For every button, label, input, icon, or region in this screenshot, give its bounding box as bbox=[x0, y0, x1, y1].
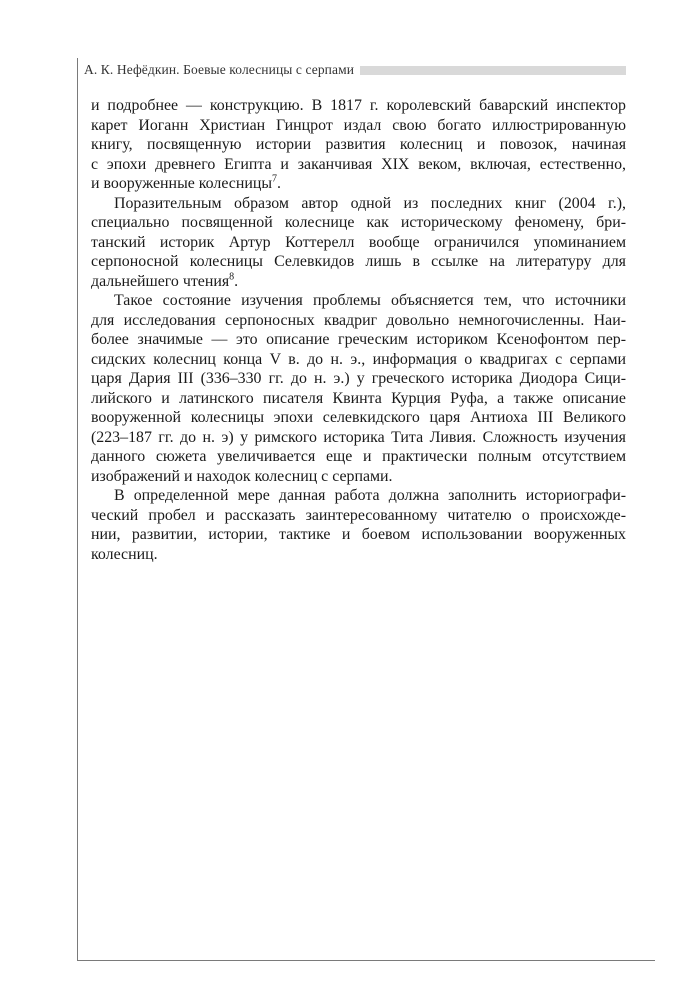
text-line-first: Такое состояние изучения проблемы объясняется тем, что источники bbox=[114, 292, 626, 309]
page-frame-bottom-rule bbox=[77, 960, 655, 961]
text-line: танский историк Артур Коттерелл вообще ограничился упоминанием bbox=[91, 233, 626, 251]
running-head-title: А. К. Нефёдкин. Боевые колесницы с серпами bbox=[84, 62, 355, 77]
text-line-last bbox=[91, 174, 626, 194]
text-line: (223–187 гг. до н. э) у римского историка Тита Ливия. Сложность изучения bbox=[91, 428, 626, 446]
body-text bbox=[91, 96, 626, 564]
text-line: сидских колесниц конца V в. до н. э., информация о квадригах с серпами bbox=[91, 350, 626, 368]
sentence-end: . bbox=[277, 175, 282, 192]
paragraph-2 bbox=[91, 194, 626, 292]
paragraph-3 bbox=[91, 291, 626, 486]
text-line-last bbox=[91, 272, 626, 292]
text-line: ческий пробел и рассказать заинтересованному читателю о происхожде- bbox=[91, 506, 626, 524]
footnote-ref-7[interactable]: 7 bbox=[272, 173, 278, 185]
text-line: и подробнее — конструкцию. В 1817 г. королевский баварский инспектор bbox=[91, 97, 626, 114]
text-line-content: дальнейшего чтения bbox=[91, 272, 230, 290]
text-line: серпоносной колесницы Селевкидов лишь в ссылке на литературу для bbox=[91, 253, 626, 270]
text-line: нии, развитии, истории, тактике и боевом использовании вооруженных bbox=[91, 526, 626, 543]
text-line-last: изображений и находок колесниц с серпами. bbox=[91, 467, 393, 485]
text-line: для исследования серпоносных квадриг довольно немногочисленны. Наи- bbox=[91, 311, 626, 329]
text-line: вооруженной колесницы эпохи селевкидского царя Антиоха III Великого bbox=[91, 409, 626, 426]
text-line: книгу, посвященную истории развития колесниц и повозок, начиная bbox=[91, 136, 626, 153]
text-line: специально посвященной колеснице как историческому феномену, бри- bbox=[91, 214, 626, 231]
paragraph-1 bbox=[91, 96, 626, 194]
text-line: данного сюжета увеличивается еще и практически полным отсутствием bbox=[91, 448, 626, 465]
text-line-last: колесниц. bbox=[91, 545, 158, 563]
running-head-bar bbox=[360, 66, 626, 75]
text-line-first: Поразительным образом автор одной из последних книг (2004 г.), bbox=[114, 194, 626, 212]
sentence-end: . bbox=[234, 272, 239, 290]
text-line-content: и вооруженные колесницы bbox=[91, 175, 273, 192]
text-line: с эпохи древнего Египта и заканчивая XIX веком, включая, естественно, bbox=[91, 155, 626, 173]
page-frame-left-rule bbox=[77, 58, 78, 960]
running-head bbox=[78, 62, 626, 78]
footnote-ref-8[interactable]: 8 bbox=[229, 271, 235, 283]
text-line: карет Иоганн Христиан Гинцрот издал свою богато иллюстрированную bbox=[91, 116, 626, 134]
text-line: лийского и латинского писателя Квинта Курция Руфа, а также описание bbox=[91, 389, 626, 407]
text-line: царя Дария III (336–330 гг. до н. э.) у греческого историка Диодора Сици- bbox=[91, 370, 626, 387]
text-line-first: В определенной мере данная работа должна заполнить историографи- bbox=[114, 487, 626, 504]
text-line: более значимые — это описание греческим историком Ксенофонтом пер- bbox=[91, 331, 626, 348]
paragraph-4 bbox=[91, 486, 626, 564]
